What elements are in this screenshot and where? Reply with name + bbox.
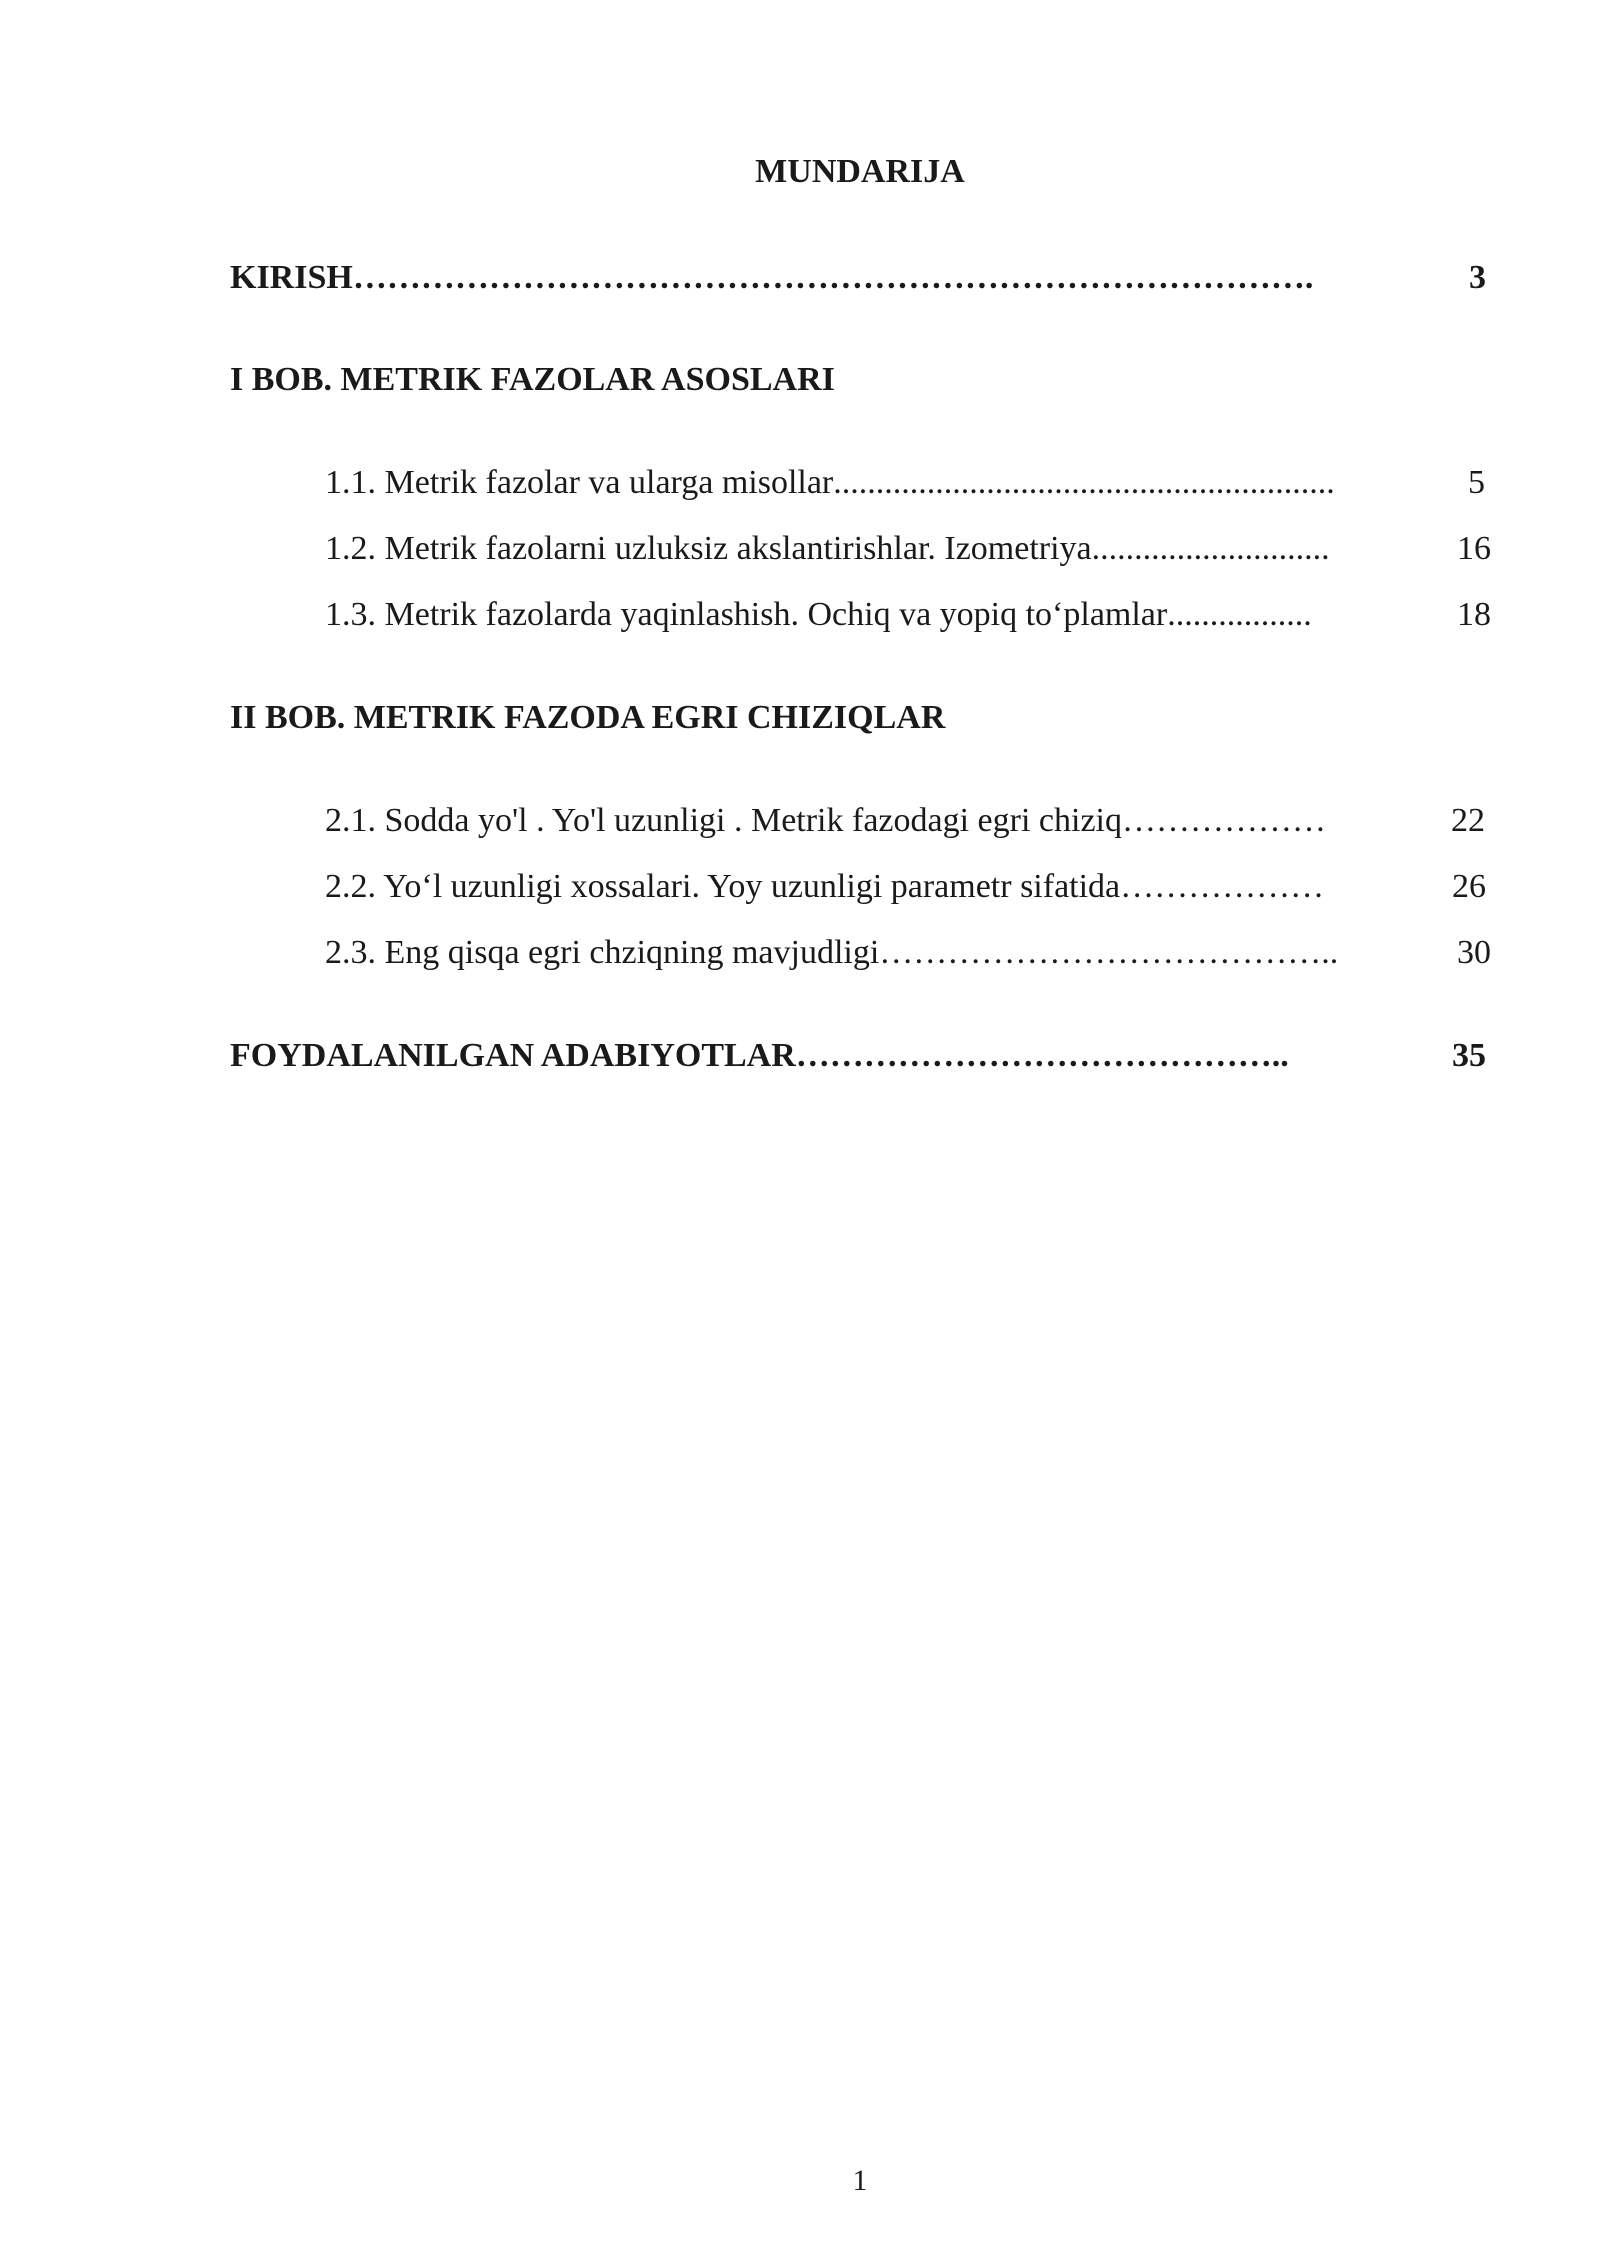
toc-entry-label: KIRISH — [230, 259, 353, 296]
toc-page-number: 35 — [1452, 1037, 1486, 1074]
toc-leader: …………………………………….. — [795, 1037, 1289, 1074]
toc-entry-1-2[interactable] — [325, 529, 1491, 569]
toc-page-number: 3 — [1469, 259, 1486, 296]
toc-entry-label: 1.1. Metrik fazolar va ularga misollar — [325, 464, 834, 501]
toc-leader: …………………………………………………………………………. — [352, 259, 1314, 296]
page-title: MUNDARIJA — [755, 153, 965, 190]
chapter-heading-1[interactable]: I BOB. METRIK FAZOLAR ASOSLARI — [230, 361, 835, 398]
toc-page-number: 26 — [1452, 868, 1486, 905]
toc-leader: ............................ — [1091, 530, 1330, 567]
toc-leader: ……………… — [1121, 802, 1326, 839]
toc-entry-label: 2.2. Yo‘l uzunligi xossalari. Yoy uzunligi parametr sifatida — [325, 868, 1121, 905]
toc-leader: ……………… — [1120, 868, 1325, 905]
toc-entry-2-1[interactable] — [325, 801, 1485, 841]
toc-entry-label: FOYDALANILGAN ADABIYOTLAR — [230, 1037, 796, 1074]
toc-entry-label: 1.3. Metrik fazolarda yaqinlashish. Ochiq va yopiq to‘plamlar — [325, 596, 1168, 633]
toc-page-number: 16 — [1457, 530, 1491, 567]
toc-leader: ………………………………….. — [879, 934, 1339, 971]
toc-entry-label: 1.2. Metrik fazolarni uzluksiz akslantirishlar. Izometriya — [325, 530, 1092, 567]
toc-entry-1-3[interactable] — [325, 595, 1491, 635]
toc-leader: ........................................................... — [833, 464, 1335, 501]
toc-entry-1-1[interactable] — [325, 463, 1485, 503]
page-number: 1 — [852, 2164, 868, 2197]
toc-entry-references[interactable] — [230, 1036, 1486, 1076]
chapter-heading-2[interactable]: II BOB. METRIK FAZODA EGRI CHIZIQLAR — [230, 699, 946, 736]
toc-entry-intro[interactable] — [230, 258, 1486, 298]
toc-page-number: 30 — [1457, 934, 1491, 971]
toc-page-number: 18 — [1457, 596, 1491, 633]
toc-entry-label: 2.3. Eng qisqa egri chziqning mavjudligi — [325, 934, 880, 971]
toc-leader: ................. — [1167, 596, 1312, 633]
toc-entry-2-3[interactable] — [325, 933, 1491, 973]
toc-entry-label: 2.1. Sodda yo'l . Yo'l uzunligi . Metrik fazodagi egri chiziq — [325, 802, 1122, 839]
toc-page-number: 5 — [1468, 464, 1485, 501]
toc-page-number: 22 — [1451, 802, 1485, 839]
toc-entry-2-2[interactable] — [325, 867, 1486, 907]
